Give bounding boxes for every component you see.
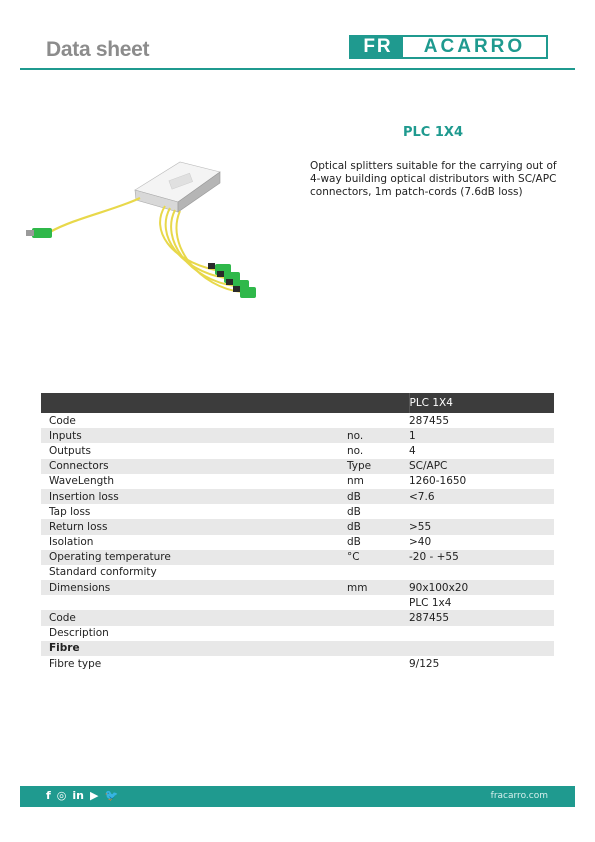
table-row	[41, 535, 554, 550]
logo-right: ACARRO	[423, 36, 526, 57]
table-row	[41, 610, 554, 625]
spec-label: Connectors	[41, 459, 347, 474]
spec-unit	[347, 656, 409, 671]
spec-value	[409, 565, 554, 580]
spec-value: -20 - +55	[409, 550, 554, 565]
spec-label: Fibre	[41, 641, 347, 656]
footer-bar	[20, 786, 575, 807]
website-link[interactable]: fracarro.com	[490, 791, 548, 801]
spec-label	[41, 595, 347, 610]
spec-unit: dB	[347, 519, 409, 534]
table-header-cell	[41, 393, 409, 413]
spec-value: SC/APC	[409, 459, 554, 474]
spec-unit: dB	[347, 505, 361, 518]
spec-label: Return loss	[41, 519, 347, 534]
table-row	[41, 626, 554, 641]
spec-value: 90x100x20	[409, 580, 554, 595]
spec-value	[409, 641, 554, 656]
spec-unit: °C	[347, 550, 409, 565]
spec-table	[41, 393, 554, 671]
spec-label: Standard conformity	[49, 566, 157, 579]
spec-label: Description	[49, 627, 109, 640]
product-title: PLC 1X4	[403, 125, 463, 140]
spec-label: Insertion loss	[41, 489, 347, 504]
spec-value: <7.6	[409, 489, 554, 504]
linkedin-icon[interactable]: in	[72, 789, 85, 802]
table-row	[41, 428, 554, 443]
spec-unit: nm	[347, 475, 364, 488]
spec-value: PLC 1x4	[409, 596, 452, 609]
spec-value: >55	[409, 519, 554, 534]
social-links	[46, 789, 118, 802]
spec-unit: no.	[347, 444, 364, 457]
spec-label: Tap loss	[49, 505, 91, 518]
spec-label: Outputs	[49, 444, 91, 457]
splitter-product-image	[20, 150, 280, 300]
page-title: Data sheet	[46, 38, 150, 61]
table-row	[41, 641, 554, 656]
table-row	[41, 489, 554, 504]
spec-unit: Type	[347, 459, 409, 474]
logo-left: FR	[351, 37, 403, 57]
spec-unit	[347, 413, 409, 428]
spec-label: Operating temperature	[41, 550, 347, 565]
table-row	[41, 459, 554, 474]
spec-label: Fibre type	[49, 657, 102, 670]
spec-label: Isolation	[49, 536, 94, 549]
table-header-product: PLC 1X4	[409, 393, 554, 413]
table-row	[41, 413, 554, 428]
spec-unit: no.	[347, 428, 409, 443]
spec-value: >40	[409, 536, 432, 549]
instagram-icon[interactable]: ◎	[56, 789, 67, 802]
spec-value: 4	[409, 444, 416, 457]
spec-unit: dB	[347, 536, 361, 549]
spec-value	[409, 504, 554, 519]
table-row	[41, 565, 554, 580]
spec-label: Code	[41, 610, 347, 625]
spec-unit	[347, 641, 409, 656]
table-row	[41, 504, 554, 519]
spec-value: 1260-1650	[409, 475, 467, 488]
table-row	[41, 580, 554, 595]
facebook-icon[interactable]: f	[46, 789, 51, 802]
spec-unit	[347, 595, 409, 610]
table-row	[41, 519, 554, 534]
spec-value: 9/125	[409, 657, 440, 670]
table-row	[41, 474, 554, 489]
spec-label: Dimensions	[41, 580, 347, 595]
spec-value: 287455	[409, 610, 554, 625]
product-description: Optical splitters suitable for the carrying out of 4-way building optical distributors with SC/APC connectors, 1m patch-cords (7.6dB loss)	[310, 160, 557, 198]
spec-label: WaveLength	[49, 475, 115, 488]
header-divider	[20, 68, 575, 70]
spec-unit	[347, 565, 409, 580]
spec-label: Inputs	[41, 428, 347, 443]
fracarro-logo	[349, 35, 548, 59]
spec-value: 1	[409, 428, 554, 443]
spec-unit: mm	[347, 580, 409, 595]
spec-value: 287455	[409, 414, 450, 427]
spec-unit: dB	[347, 489, 409, 504]
twitter-icon[interactable]: 🐦	[104, 789, 119, 802]
spec-unit	[347, 626, 409, 641]
spec-value	[409, 626, 554, 641]
table-row	[41, 550, 554, 565]
spec-unit	[347, 610, 409, 625]
spec-label: Code	[49, 414, 76, 427]
table-row	[41, 656, 554, 671]
table-row	[41, 595, 554, 610]
table-row	[41, 443, 554, 458]
youtube-icon[interactable]: ▶	[90, 789, 99, 802]
table-header-row	[41, 393, 554, 413]
